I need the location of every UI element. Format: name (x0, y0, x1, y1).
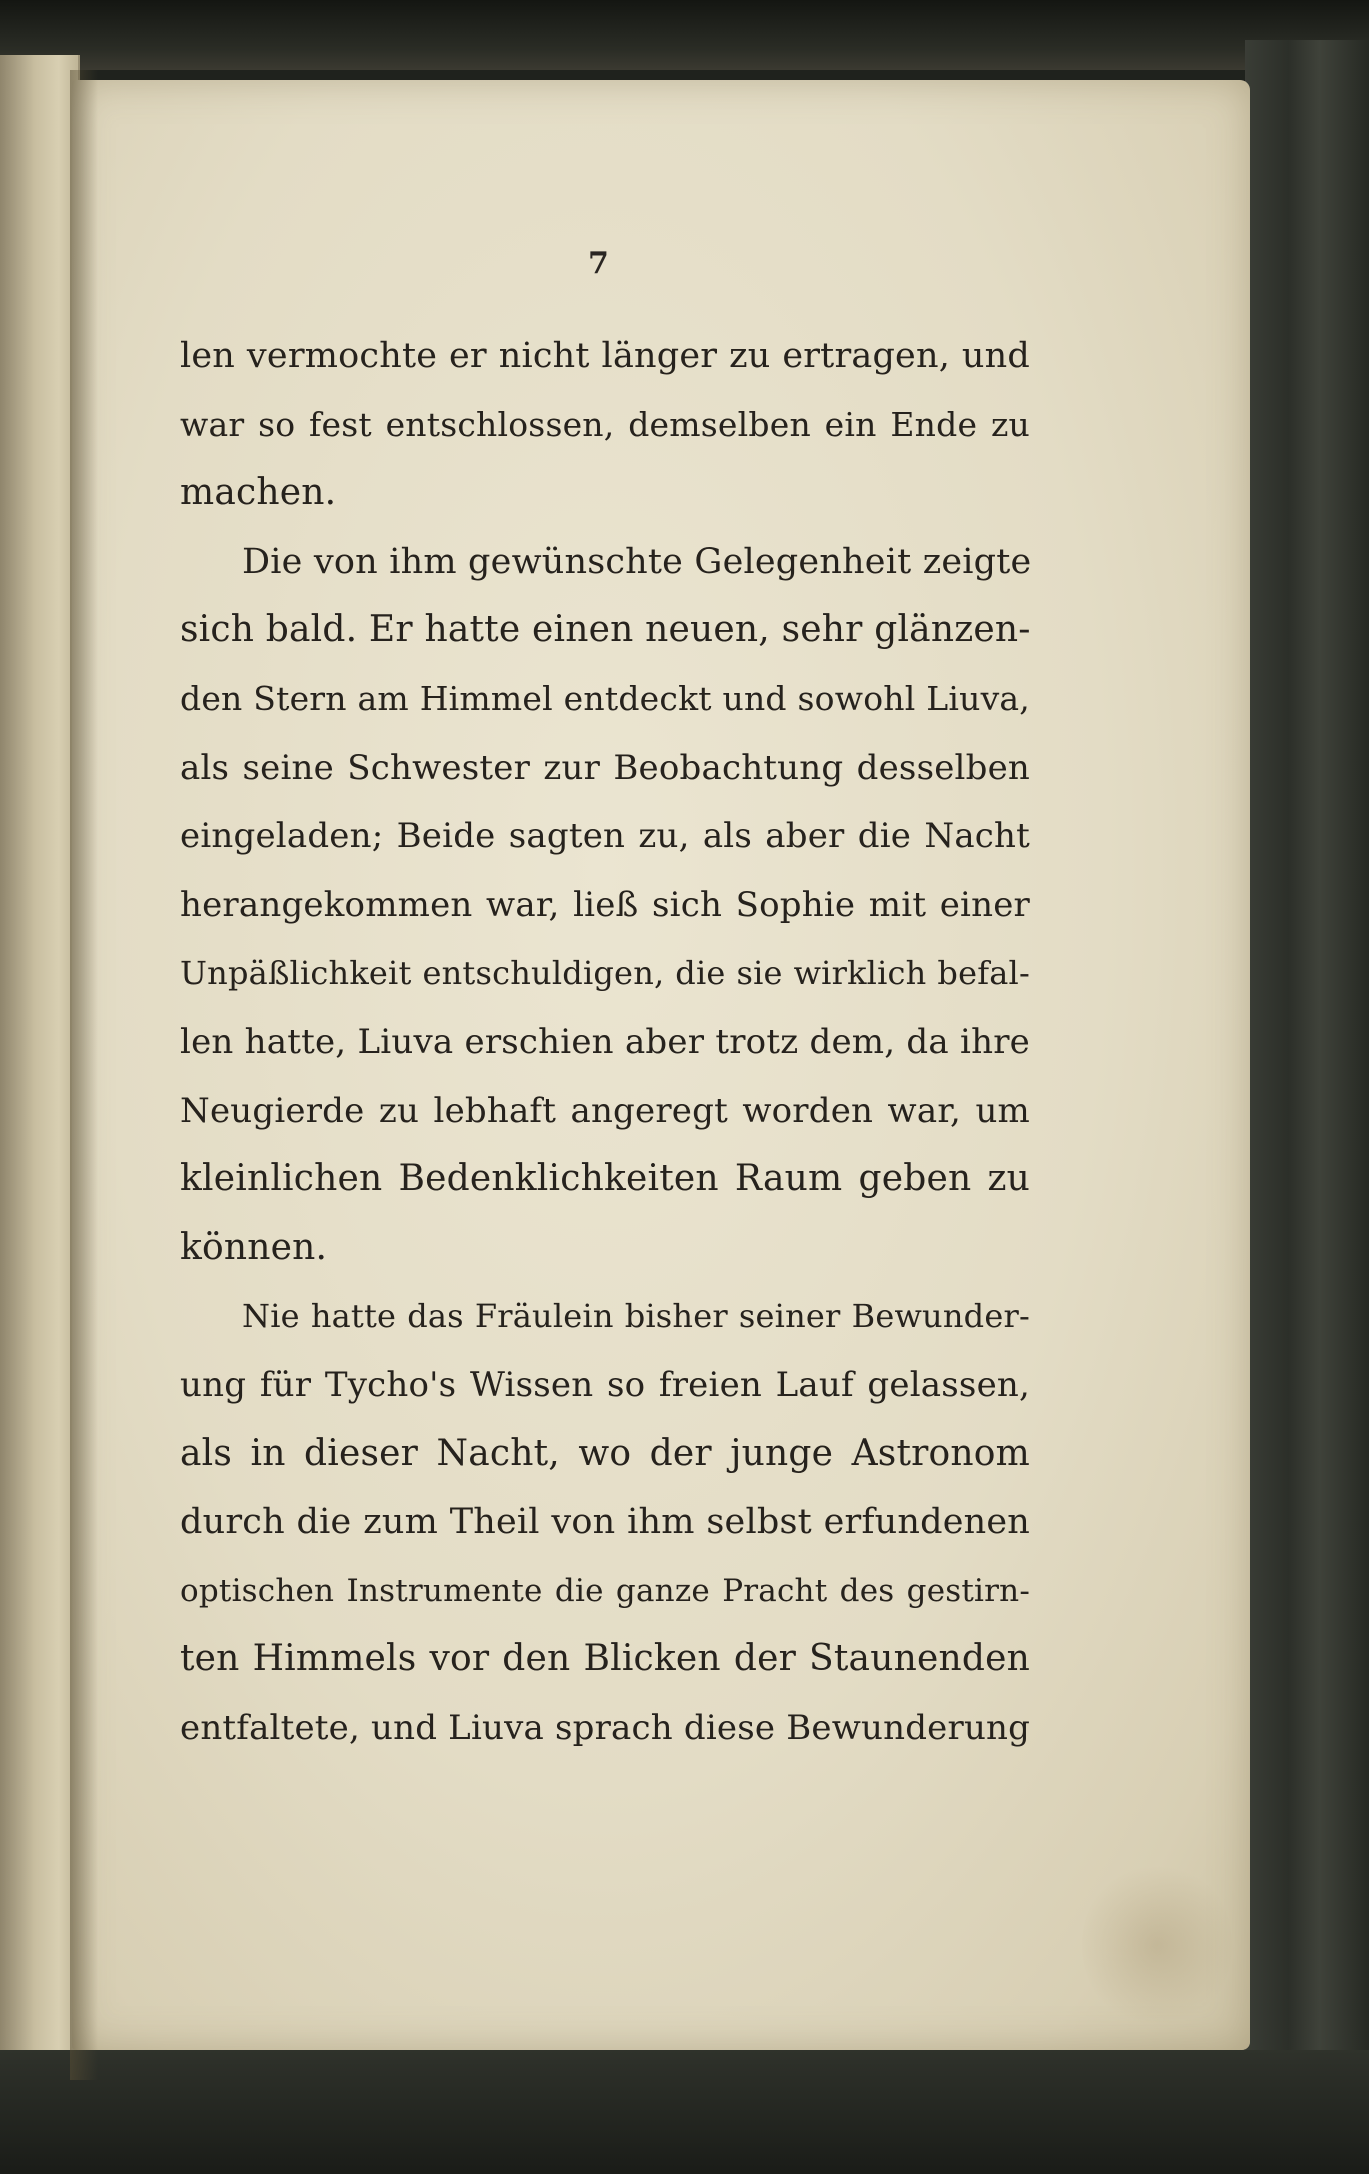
text-line: durch die zum Theil von ihm selbst erfundenen (180, 1502, 1030, 1543)
text-line: kleinlichen Bedenklichkeiten Raum geben zu (180, 1158, 1030, 1200)
text-line: len vermochte er nicht länger zu ertragen, und (180, 336, 1030, 376)
text-line: Nie hatte das Fräulein bisher seiner Bewunder- (242, 1297, 1030, 1336)
gutter-shadow (70, 70, 98, 2080)
page-number: 7 (588, 246, 609, 281)
text-line: war so fest entschlossen, demselben ein Ende zu (180, 404, 1030, 444)
text-line: ten Himmels vor den Blicken der Staunenden (180, 1638, 1030, 1680)
text-line: Unpäßlichkeit entschuldigen, die sie wirklich befal- (180, 954, 1030, 993)
text-line: eingeladen; Beide sagten zu, als aber die Nacht (180, 816, 1030, 857)
page-body-text (180, 322, 1030, 1762)
facing-page-edge (0, 55, 80, 2085)
text-line: machen. (180, 472, 337, 514)
book-cover-top-edge (0, 0, 1369, 70)
text-line: als seine Schwester zur Beobachtung desselben (180, 747, 1030, 788)
text-line: Die von ihm gewünschte Gelegenheit zeigte (242, 541, 1032, 582)
text-line: len hatte, Liuva erschien aber trotz dem, da ihre (180, 1021, 1030, 1062)
text-line: sich bald. Er hatte einen neuen, sehr glänzen- (180, 609, 1031, 651)
book-cover-bottom-edge (0, 2050, 1369, 2174)
text-line: ung für Tycho's Wissen so freien Lauf gelassen, (180, 1364, 1030, 1405)
text-line: als in dieser Nacht, wo der junge Astronom (180, 1432, 1030, 1474)
text-line: den Stern am Himmel entdeckt und sowohl Liuva, (180, 678, 1030, 718)
paper-stain (1082, 1860, 1232, 2030)
text-line: entfaltete, und Liuva sprach diese Bewunderung (180, 1707, 1031, 1748)
text-line: herangekommen war, ließ sich Sophie mit einer (180, 884, 1030, 925)
book-cover-right-edge (1245, 40, 1369, 2100)
text-line: Neugierde zu lebhaft angeregt worden war, um (180, 1090, 1030, 1131)
text-line: optischen Instrumente die ganze Pracht des gestirn- (180, 1572, 1030, 1609)
text-line: können. (180, 1226, 328, 1268)
